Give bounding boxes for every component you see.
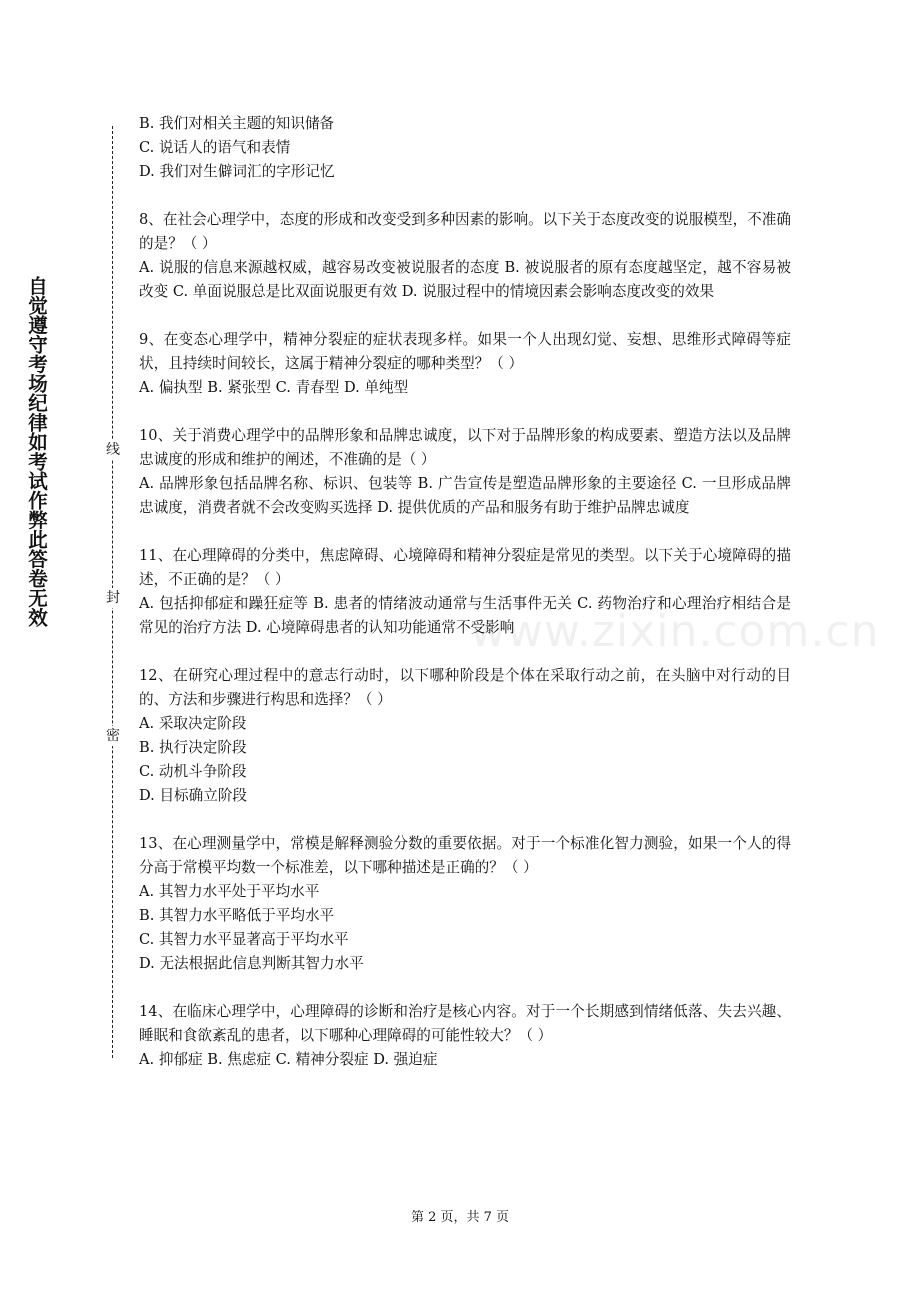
option-d: D. 无法根据此信息判断其智力水平 [139,955,364,972]
question-stem: 10、关于消费心理学中的品牌形象和品牌忠诚度，以下对于品牌形象的构成要素、塑造方法以及品牌忠诚度的形成和维护的阐述，不准确的是（ ） [139,427,791,468]
question-stem: 13、在心理测量学中，常模是解释测验分数的重要依据。对于一个标准化智力测验，如果一个人的得分高于常模平均数一个标准差，以下哪种描述是正确的？（ ） [139,835,791,876]
question-options: A. 偏执型 B. 紧张型 C. 青春型 D. 单纯型 [139,379,409,396]
question-stem: 8、在社会心理学中，态度的形成和改变受到多种因素的影响。以下关于态度改变的说服模型，不准确的是？（ ） [139,211,791,252]
option-a: A. 其智力水平处于平均水平 [139,883,320,900]
option-c: C. 其智力水平显著高于平均水平 [139,931,349,948]
question-options: A. 抑郁症 B. 焦虑症 C. 精神分裂症 D. 强迫症 [139,1051,438,1068]
question-stem: 14、在临床心理学中，心理障碍的诊断和治疗是核心内容。对于一个长期感到情绪低落、失去兴趣、睡眠和食欲紊乱的患者，以下哪种心理障碍的可能性较大？（ ） [139,1003,791,1044]
option-a: A. 采取决定阶段 [139,715,247,732]
question-8 [139,208,791,304]
question-11 [139,544,791,640]
question-14 [139,1000,791,1072]
question-9 [139,328,791,400]
option-d: D. 目标确立阶段 [139,787,248,804]
question-13 [139,832,791,976]
question-10 [139,424,791,520]
question-options: A. 包括抑郁症和躁狂症等 B. 患者的情绪波动通常与生活事件无关 C. 药物治疗和心理治疗相结合是常见的治疗方法 D. 心境障碍患者的认知功能通常不受影响 [139,595,791,636]
binding-label-secret: 密 [106,728,120,744]
option-b: B. 其智力水平略低于平均水平 [139,907,335,924]
option-line: C. 说话人的语气和表情 [139,139,291,156]
watermark-text: www.zixin.com.cn [470,606,880,657]
continued-options [139,112,791,184]
question-stem: 9、在变态心理学中，精神分裂症的症状表现多样。如果一个人出现幻觉、妄想、思维形式障碍等症状，且持续时间较长，这属于精神分裂症的哪种类型？（ ） [139,331,791,372]
exam-discipline-notice: 自觉遵守考场纪律如考试作弊此答卷无效 [25,276,48,627]
option-line: D. 我们对生僻词汇的字形记忆 [139,163,335,180]
binding-label-line: 线 [106,442,120,458]
option-c: C. 动机斗争阶段 [139,763,247,780]
question-options: A. 说服的信息来源越权威，越容易改变被说服者的态度 B. 被说服者的原有态度越坚定，越不容易被改变 C. 单面说服总是比双面说服更有效 D. 说服过程中的情境因素会影响态度改变的效果 [139,259,791,300]
page-number-footer: 第 2 页，共 7 页 [410,1210,510,1225]
question-content [139,112,791,1096]
question-stem: 11、在心理障碍的分类中，焦虑障碍、心境障碍和精神分裂症是常见的类型。以下关于心境障碍的描述，不正确的是？（ ） [139,547,791,588]
question-options: A. 品牌形象包括品牌名称、标识、包装等 B. 广告宣传是塑造品牌形象的主要途径 C. 一旦形成品牌忠诚度，消费者就不会改变购买选择 D. 提供优质的产品和服务有助于维护品牌忠诚度 [139,475,791,516]
binding-label-seal: 封 [106,590,120,606]
question-12 [139,664,791,808]
option-line: B. 我们对相关主题的知识储备 [139,115,335,132]
option-b: B. 执行决定阶段 [139,739,247,756]
question-stem: 12、在研究心理过程中的意志行动时，以下哪种阶段是个体在采取行动之前，在头脑中对行动的目的、方法和步骤进行构思和选择？（ ） [139,667,791,708]
